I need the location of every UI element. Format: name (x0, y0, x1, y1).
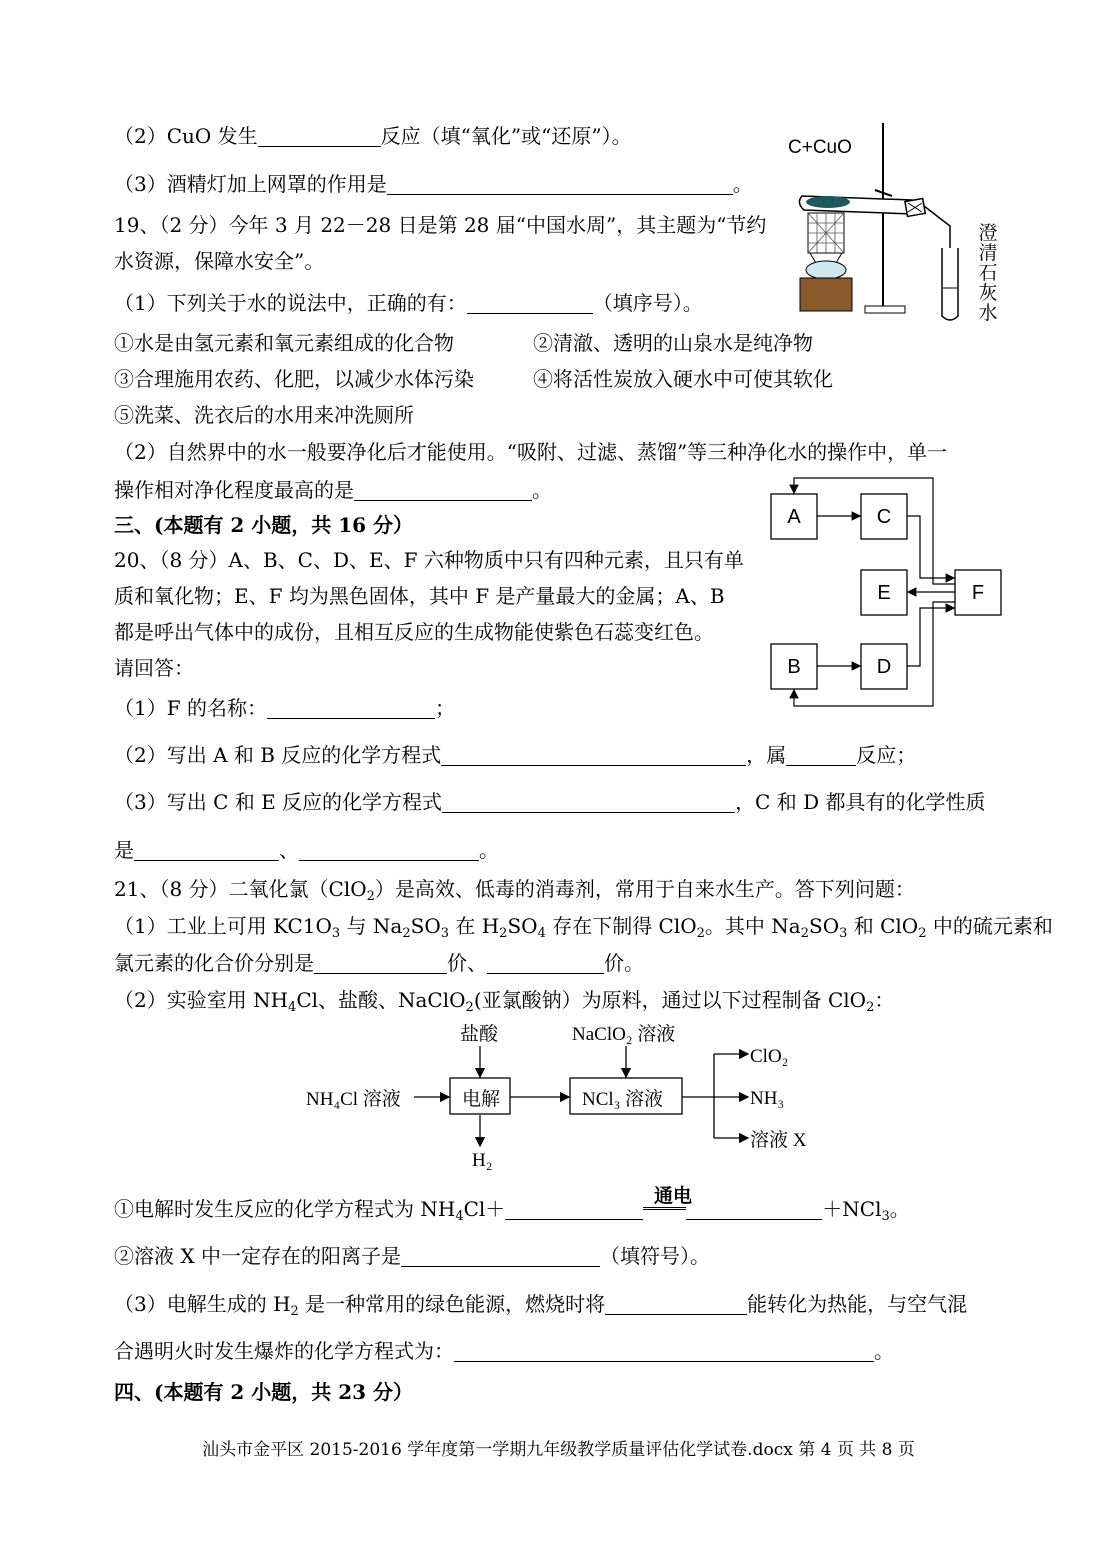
q18-part3: （3）酒精灯加上网罩的作用是 。 (114, 172, 753, 196)
q19-part2: （2）自然界中的水一般要净化后才能使用。“吸附、过滤、蒸馏”等三种净化水的操作中，单一 (114, 440, 948, 464)
preparation-flow-diagram (300, 1018, 830, 1178)
answer-blank[interactable] (387, 174, 733, 195)
q20-part1: （1）F 的名称： ； (114, 696, 455, 720)
flow-hcl: 盐酸 (460, 1024, 499, 1045)
q19-part1: （1）下列关于水的说法中，正确的有： （填序号）。 (114, 291, 703, 315)
answer-blank[interactable] (401, 1246, 600, 1267)
answer-blank[interactable] (299, 840, 479, 861)
q19-stem-1: 19、（2 分）今年 3 月 22－28 日是第 28 届“中国水周”，其主题为“节约 (114, 213, 767, 237)
flow-solution-x: 溶液 X (750, 1130, 807, 1151)
q21-equation-1: ①电解时发生反应的化学方程式为 $NH_4Cl+ +NCl_3$。 (114, 1197, 910, 1224)
q19-stem-2: 水资源，保障水安全”。 (114, 249, 325, 273)
answer-blank[interactable] (487, 953, 604, 974)
relation-diagram-svg (765, 474, 1010, 714)
q21-part3: （3）电解生成的 $H_2$ 是一种常用的绿色能源，燃烧时将 能转化为热能，与空气混 (114, 1292, 968, 1319)
q19-option-1: ①水是由氢元素和氧元素组成的化合物 (114, 331, 454, 355)
q21-part3-cont: 合遇明火时发生爆炸的化学方程式为： 。 (114, 1339, 894, 1363)
label-c: C (876, 506, 892, 528)
q21-equation-2: ②溶液 X 中一定存在的阳离子是 （填符号）。 (114, 1244, 710, 1268)
answer-blank[interactable] (467, 293, 593, 314)
q21-stem: 21、（8 分）二氧化氯（ClO$_2$）是高效、低毒的消毒剂，常用于自来水生产。答下列问题： (114, 877, 915, 904)
q21-part2: （2）实验室用 $NH_4Cl$、盐酸、NaClO$_2$(亚氯酸钠）为原料，通过以下过程制备 ClO$_2$： (114, 988, 895, 1015)
flow-ncl3: NCl₃ 溶液 (582, 1089, 664, 1110)
answer-blank[interactable] (267, 698, 435, 719)
q20-part3: （3）写出 C 和 E 反应的化学方程式 ，C 和 D 都具有的化学性质 (114, 790, 986, 814)
label-a: A (787, 506, 801, 528)
flow-naclo2: NaClO₂ 溶液 (572, 1024, 676, 1045)
answer-blank[interactable] (258, 126, 381, 147)
flow-diagram-svg (300, 1018, 830, 1178)
label-f: F (971, 582, 985, 604)
answer-blank[interactable] (786, 745, 856, 766)
label-b: B (787, 656, 801, 678)
reactant-label: C+CuO (788, 137, 852, 158)
q19-option-5: ⑤洗菜、洗衣后的水用来冲洗厕所 (114, 403, 414, 427)
answer-blank[interactable] (134, 840, 279, 861)
q20-stem-2: 质和氧化物；E、F 均为黑色固体，其中 F 是产量最大的金属；A、B (114, 584, 725, 608)
q20-stem-4: 请回答： (114, 656, 194, 680)
q18-part2: （2）CuO 发生 反应（填“氧化”或“还原”）。 (114, 124, 632, 148)
answer-blank[interactable] (314, 953, 447, 974)
q19-option-3: ③合理施用农药、化肥，以减少水体污染 (114, 367, 474, 391)
section-3-heading: 三、(本题有 2 小题，共 16 分） (114, 513, 414, 537)
condition-electrify: 通电 (654, 1185, 693, 1207)
label-d: D (876, 656, 892, 678)
label-e: E (877, 582, 891, 604)
q20-part3-cont: 是 、 。 (114, 838, 499, 862)
apparatus-figure (780, 118, 1010, 328)
substance-relation-diagram (765, 474, 1010, 714)
flow-clo2: ClO₂ (750, 1046, 789, 1067)
answer-blank[interactable] (442, 792, 735, 813)
answer-blank[interactable] (441, 745, 746, 766)
apparatus-drawing (780, 118, 1010, 328)
q19-option-4: ④将活性炭放入硬水中可使其软化 (533, 367, 833, 391)
answer-blank[interactable] (505, 1199, 643, 1220)
answer-blank[interactable] (454, 1341, 874, 1362)
q21-part1: （1）工业上可用 $KC1O_3$ 与 $Na_2SO_3$ 在 $H_2SO_4$ 存在下制得 ClO$_2$。其中 $Na_2SO_3$ 和 ClO$_2$ 中的硫元素和 (114, 914, 1053, 941)
q20-stem-3: 都是呼出气体中的成份，且相互反应的生成物能使紫色石蕊变红色。 (114, 620, 714, 644)
page-footer: 汕头市金平区 2015-2016 学年度第一学期九年级教学质量评估化学试卷.docx 第 4 页 共 8 页 (202, 1440, 915, 1460)
section-4-heading: 四、(本题有 2 小题，共 23 分） (114, 1380, 414, 1404)
flow-h2: H₂ (472, 1150, 493, 1171)
answer-blank[interactable] (686, 1199, 822, 1220)
q21-part1-cont: 氯元素的化合价分别是 价、 价。 (114, 951, 644, 975)
q19-part2-cont: 操作相对净化程度最高的是 。 (114, 478, 552, 502)
flow-electrolysis: 电解 (462, 1089, 501, 1110)
answer-blank[interactable] (605, 1294, 747, 1315)
flow-nh3: NH₃ (750, 1088, 785, 1109)
answer-blank[interactable] (354, 480, 532, 501)
q19-option-2: ②清澈、透明的山泉水是纯净物 (533, 331, 813, 355)
q20-stem-1: 20、（8 分）A、B、C、D、E、F 六种物质中只有四种元素，且只有单 (114, 548, 744, 572)
q20-part2: （2）写出 A 和 B 反应的化学方程式 ，属 反应； (114, 743, 917, 767)
limewater-label: 澄 清 石 灰 水 (978, 223, 998, 324)
flow-nh4cl: NH₄Cl 溶液 (306, 1089, 401, 1110)
